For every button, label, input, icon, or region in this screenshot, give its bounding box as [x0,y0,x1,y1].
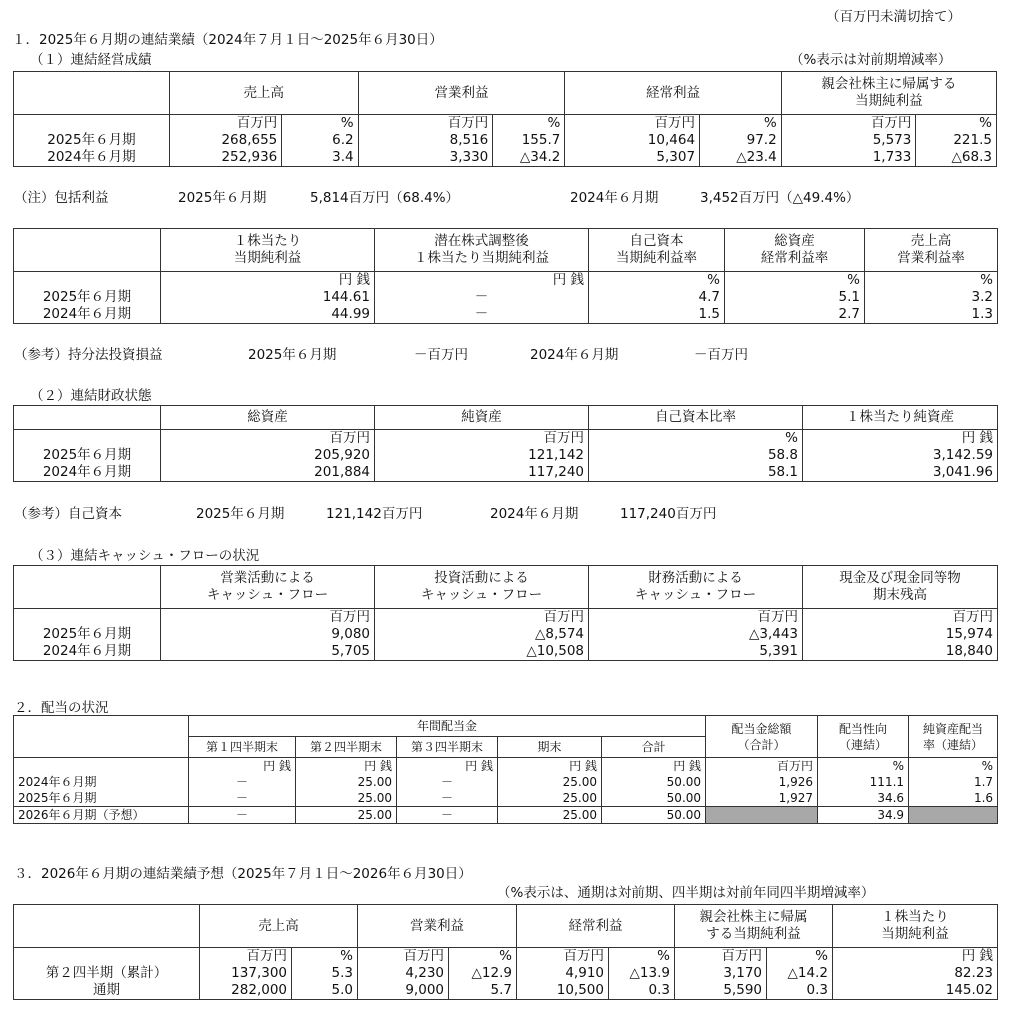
col-bps [803,430,998,482]
header-line1: 配当性向 [839,721,888,736]
value: 25.00 [357,791,392,805]
value: 4.7 [698,289,720,305]
col-net [781,115,916,167]
sub1-title: （１）連結経営成績 [30,52,152,68]
col-ord-pct [700,115,782,167]
col-doe [909,758,998,807]
equity-method-year1: 2025年６月期 [248,347,337,363]
unit-note: （百万円未満切捨て） [826,9,961,25]
shaded-cell [909,807,998,824]
value: 44.99 [331,306,370,322]
value: 121,142 [528,447,584,463]
header-net-income-parent [675,905,833,948]
header-eps [833,905,998,948]
value: 25.00 [357,775,392,789]
value: 97.2 [746,132,777,148]
value: － [235,791,248,805]
col-eps [161,272,375,324]
header-line2: 当期純利益 [855,93,923,109]
header-sales: 売上高 [169,72,358,115]
col-op-pct [449,948,517,1000]
header-line1: 純資産配当 [923,721,984,736]
row-label: 2025年６月期 [47,132,136,148]
header-line1: １株当たり [233,233,302,249]
value: 1,926 [778,775,814,789]
header-operating-income: 営業利益 [358,72,565,115]
header-line2: 当期純利益 [881,926,949,942]
value: 5,391 [759,643,798,659]
equity-method-year2: 2024年６月期 [530,347,619,363]
unit: % [785,430,798,446]
unit: % [847,272,860,288]
sub2-title: （２）連結財政状態 [30,388,152,404]
unit: 円 銭 [961,430,993,446]
value: 111.1 [869,775,905,789]
value: 25.00 [296,807,397,824]
value: 9,000 [405,982,444,998]
unit: 百万円 [777,759,814,773]
unit: 百万円 [757,609,798,625]
header-year-end: 期末 [498,737,602,758]
value: 252,936 [221,149,278,165]
header-roe [589,229,725,272]
col-net [675,948,767,1000]
col-q2 [296,758,397,807]
value: － [189,807,296,824]
unit: 百万円 [654,115,696,131]
value: 50.00 [602,807,706,824]
value: 25.00 [562,775,597,789]
value: △12.9 [471,965,512,981]
value: 117,240 [528,464,584,480]
header-line1: 親会社株主に帰属する [821,76,957,92]
header-q3: 第３四半期末 [397,737,498,758]
row-label: 通期 [93,982,120,998]
header-net-assets: 純資産 [375,406,589,430]
value: 50.00 [666,791,702,805]
value: 9,080 [331,626,370,642]
value: 201,884 [314,464,370,480]
value: 3,170 [723,965,762,981]
value: － [474,306,489,322]
value: 5.7 [490,982,512,998]
col-equity-ratio [589,430,803,482]
unit: 円 銭 [465,759,493,773]
value: － [440,791,453,805]
header-line1: 親会社株主に帰属 [699,909,808,925]
unit: 円 銭 [552,272,584,288]
unit: % [657,948,670,964]
header-line2: 当期純利益 [233,250,302,266]
unit: 円 銭 [673,759,702,773]
value: 4,910 [565,965,604,981]
col-total [602,758,706,807]
unit: % [981,759,994,773]
row-label: 2025年６月期 [18,791,97,805]
unit: 百万円 [870,115,912,131]
value: 221.5 [953,132,992,148]
value: 155.7 [521,132,561,148]
section3-right-note: （%表示は、通期は対前期、四半期は対前年同四半期増減率） [497,885,875,901]
value: 268,655 [221,132,278,148]
equity-method-value1: －百万円 [414,347,468,363]
header-line2: キャッシュ・フロー [206,587,329,603]
unit: 百万円 [543,430,584,446]
row-label: 2025年６月期 [42,626,132,642]
header-line1: 総資産 [774,233,815,249]
header-line1: 現金及び現金同等物 [839,570,961,586]
value: 8,516 [449,132,489,148]
col-q1 [189,758,296,807]
value: 3.4 [332,149,354,165]
header-line2: キャッシュ・フロー [634,587,757,603]
value: － [440,775,453,789]
value: 1.6 [973,791,994,805]
value: － [474,289,489,305]
header-line2: 率（連結） [923,737,984,752]
row-label: 2026年６月期（予想） [14,807,189,824]
sub1-right-note: （%表示は対前期増減率） [790,52,952,68]
value: 6.2 [332,132,354,148]
value: 5,573 [872,132,912,148]
header-investing-cf [375,566,589,609]
value: 5,705 [331,643,370,659]
section2-title: ２．配当の状況 [14,700,109,716]
header-net-income-parent [781,72,996,115]
header-line1: 売上高 [910,233,952,249]
row-label: 2025年６月期 [42,289,132,305]
header-line1: 潜在株式調整後 [434,233,529,249]
value: 5.3 [331,965,353,981]
row-label: 2024年６月期 [47,149,136,165]
value: 10,464 [647,132,696,148]
col-diluted-eps [375,272,589,324]
col-roe [589,272,725,324]
header-q1: 第１四半期末 [189,737,296,758]
col-sales-pct [292,948,358,1000]
value: 2.7 [838,306,860,322]
value: － [397,807,498,824]
header-doe [909,716,998,758]
value: △3,443 [748,626,798,642]
value: △34.2 [519,149,561,165]
header-line2: １株当たり当期純利益 [414,250,549,266]
col-sales [200,948,292,1000]
header-line1: 自己資本 [629,233,684,249]
value: 5,590 [723,982,762,998]
col-investing-cf [375,609,589,661]
value: 5.0 [331,982,353,998]
unit: 円 銭 [569,759,597,773]
col-cash-end [803,609,998,661]
col-operating-cf [161,609,375,661]
col-ord [565,115,700,167]
row-labels [14,272,161,324]
value: 15,974 [945,626,993,642]
col-year-end [498,758,602,807]
col-net-assets [375,430,589,482]
unit: 百万円 [447,115,489,131]
value: 1,927 [778,791,814,805]
value: △10,508 [526,643,584,659]
per-share-table [13,228,998,324]
value: 1.3 [971,306,993,322]
unit: 百万円 [329,430,370,446]
value: 18,840 [945,643,993,659]
header-equity-ratio: 自己資本比率 [589,406,803,430]
comprehensive-income-value2: 3,452百万円（△49.4%） [700,190,860,206]
col-roa [725,272,865,324]
unit: 百万円 [952,609,993,625]
header-diluted-eps [375,229,589,272]
col-ord-pct [609,948,675,1000]
header-roa [725,229,865,272]
col-sales [169,115,281,167]
value: 34.6 [877,791,905,805]
value: 10,500 [556,982,604,998]
header-operating-income: 営業利益 [358,905,517,948]
header-line1: １株当たり [881,909,949,925]
comprehensive-income-year1: 2025年６月期 [178,190,267,206]
value: 1,733 [872,149,912,165]
header-line2: する当期純利益 [706,926,801,942]
corner-cell [14,716,189,758]
value: 145.02 [945,982,993,998]
header-eps [161,229,375,272]
row-label: 2025年６月期 [42,447,132,463]
header-operating-cf [161,566,375,609]
col-total-assets [161,430,375,482]
header-total: 合計 [602,737,706,758]
unit: % [340,115,354,131]
value: 82.23 [954,965,993,981]
forecast-row [14,807,998,824]
unit: 円 銭 [263,759,291,773]
header-line1: 配当金総額 [731,721,792,736]
operating-results-table [13,71,997,167]
value: 3.2 [971,289,993,305]
corner-cell [14,406,161,430]
header-line1: 投資活動による [434,570,529,586]
col-eps [833,948,998,1000]
forecast-table [13,904,998,1000]
equity-label: （参考）自己資本 [14,506,122,522]
value: △23.4 [736,149,777,165]
col-net-pct [767,948,833,1000]
corner-cell [14,566,161,609]
value: △68.3 [951,149,992,165]
row-labels [14,758,189,807]
col-sales-pct [282,115,358,167]
unit: % [763,115,777,131]
value: 144.61 [322,289,370,305]
col-op-margin [865,272,998,324]
col-op [358,948,449,1000]
value: 5,307 [656,149,696,165]
col-ord [517,948,609,1000]
value: 3,142.59 [932,447,993,463]
value: 0.3 [806,982,828,998]
financial-position-table [13,405,998,482]
corner-cell [14,905,200,948]
dividends-table [13,715,998,824]
header-q2: 第２四半期末 [296,737,397,758]
header-line2: （合計） [737,737,786,752]
header-line2: （連結） [839,737,888,752]
unit: % [707,272,720,288]
unit: 百万円 [246,948,287,964]
col-net-pct [916,115,997,167]
header-line2: キャッシュ・フロー [420,587,543,603]
comprehensive-income-year2: 2024年６月期 [570,190,659,206]
comprehensive-income-value1: 5,814百万円（68.4%） [310,190,460,206]
header-bps: １株当たり純資産 [803,406,998,430]
col-op-pct [493,115,565,167]
header-ordinary-income: 経常利益 [565,72,781,115]
unit: 円 銭 [961,948,993,964]
value: 3,041.96 [932,464,993,480]
value: △8,574 [534,626,584,642]
comprehensive-income-label: （注）包括利益 [14,190,109,206]
header-financing-cf [589,566,803,609]
value: 1.7 [973,775,994,789]
sub3-title: （３）連結キャッシュ・フローの状況 [30,548,260,564]
header-payout-ratio [818,716,909,758]
unit: 円 銭 [338,272,370,288]
section1-title: １．2025年６月期の連結業績（2024年７月１日～2025年６月30日） [12,32,443,48]
unit: % [499,948,512,964]
value: 25.00 [562,791,597,805]
equity-year1: 2025年６月期 [196,506,285,522]
unit: 円 銭 [364,759,392,773]
header-line2: 経常利益率 [760,250,829,266]
section3-title: ３．2026年６月期の連結業績予想（2025年７月１日～2026年６月30日） [14,866,472,882]
header-total-dividend [706,716,818,758]
unit: 百万円 [329,609,370,625]
value: 34.9 [818,807,909,824]
equity-value1: 121,142百万円 [326,506,423,522]
value: 282,000 [231,982,287,998]
equity-method-value2: －百万円 [694,347,748,363]
col-q3 [397,758,498,807]
unit: % [815,948,828,964]
value: 58.8 [767,447,798,463]
unit: % [892,759,905,773]
header-line2: 当期純利益率 [616,250,697,266]
value: 3,330 [449,149,489,165]
unit: 百万円 [543,609,584,625]
value: 137,300 [231,965,287,981]
header-sales: 売上高 [200,905,358,948]
unit: 百万円 [721,948,762,964]
unit: % [547,115,561,131]
row-label: 第２四半期（累計） [45,965,168,981]
value: 58.1 [767,464,798,480]
header-line2: 営業利益率 [897,250,965,266]
value: 1.5 [698,306,720,322]
unit: % [340,948,353,964]
row-labels [14,609,161,661]
value: △14.2 [787,965,828,981]
row-labels [14,948,200,1000]
unit: % [980,272,993,288]
value: 25.00 [498,807,602,824]
row-label: 2024年６月期 [18,775,97,789]
header-cash-end [803,566,998,609]
header-op-margin [865,229,998,272]
cash-flow-table [13,565,998,661]
row-labels [14,115,170,167]
header-line1: 財務活動による [648,570,743,586]
header-line1: 営業活動による [220,570,315,586]
row-label: 2024年６月期 [42,306,132,322]
value: 205,920 [314,447,370,463]
shaded-cell [706,807,818,824]
equity-year2: 2024年６月期 [490,506,579,522]
col-total-dividend [706,758,818,807]
row-label: 2024年６月期 [42,643,132,659]
unit: 百万円 [563,948,604,964]
unit: % [979,115,992,131]
col-financing-cf [589,609,803,661]
col-op [358,115,493,167]
equity-value2: 117,240百万円 [620,506,717,522]
header-total-assets: 総資産 [161,406,375,430]
row-labels [14,430,161,482]
value: 4,230 [405,965,444,981]
value: 0.3 [648,982,670,998]
col-payout-ratio [818,758,909,807]
value: 50.00 [666,775,702,789]
corner-cell [14,229,161,272]
unit: 百万円 [236,115,278,131]
value: △13.9 [629,965,670,981]
value: － [235,775,248,789]
value: 5.1 [838,289,860,305]
header-annual-dividend: 年間配当金 [189,716,706,737]
equity-method-label: （参考）持分法投資損益 [14,347,163,363]
unit: 百万円 [403,948,444,964]
corner-cell [14,72,170,115]
row-label: 2024年６月期 [42,464,132,480]
header-ordinary-income: 経常利益 [517,905,675,948]
header-line2: 期末残高 [873,587,927,603]
